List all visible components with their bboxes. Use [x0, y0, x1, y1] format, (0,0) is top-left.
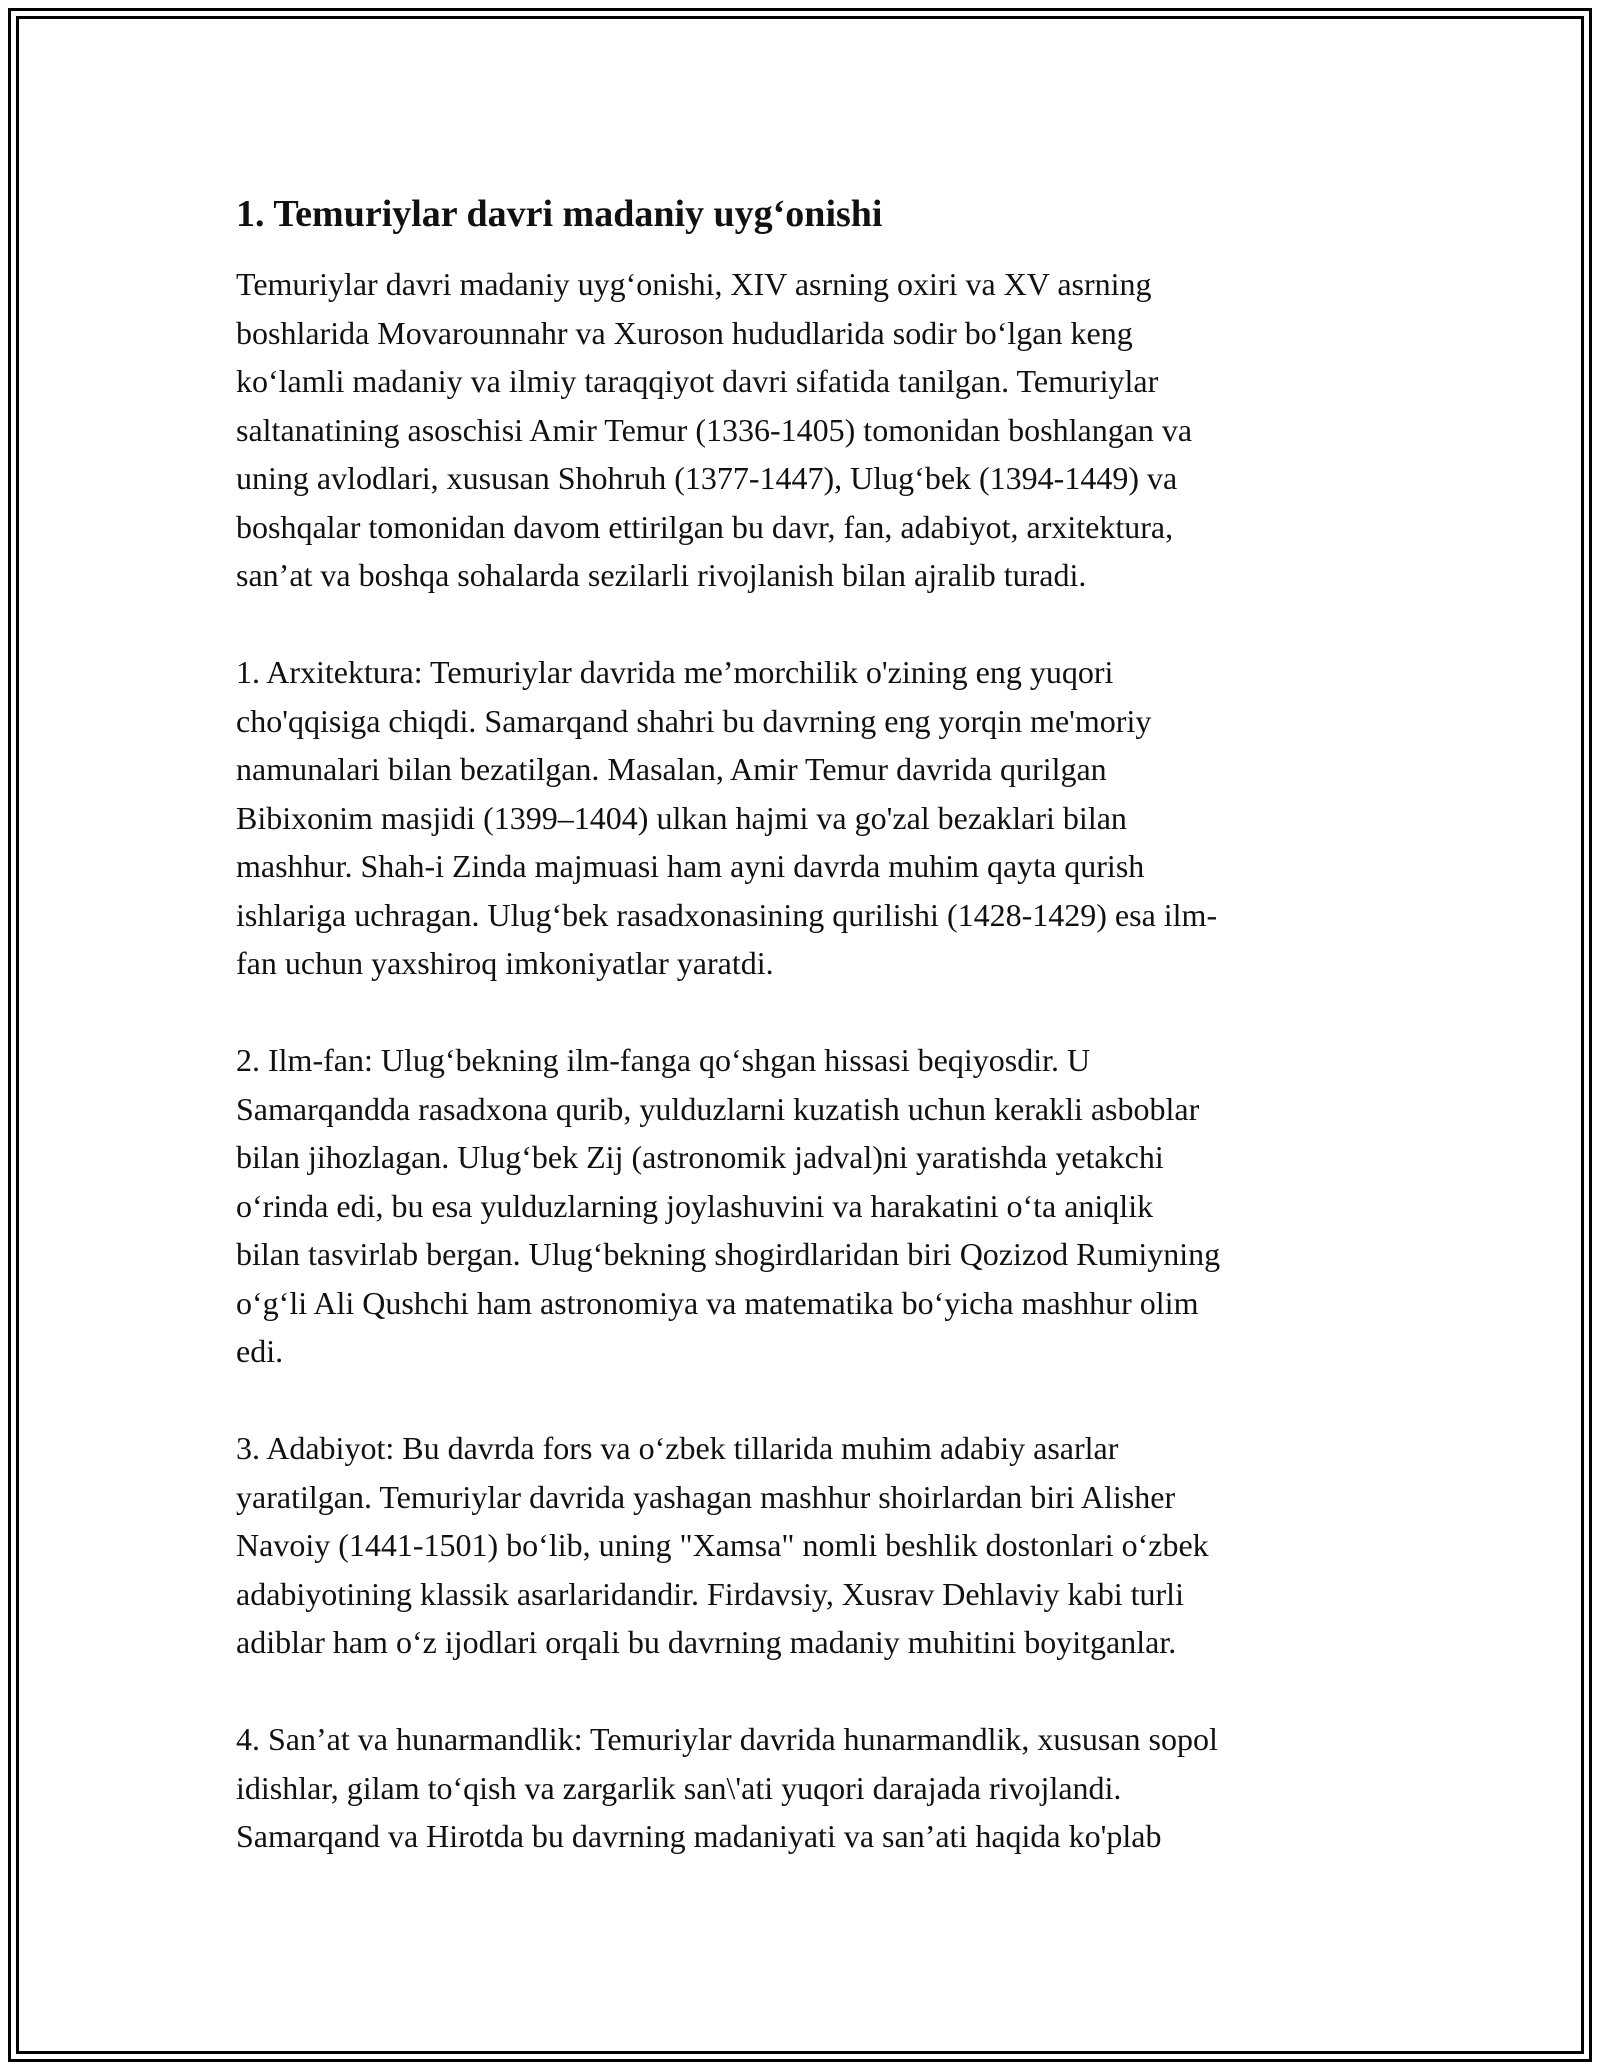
- text-line: bilan tasvirlab bergan. Ulug‘bekning shogirdlaridan biri Qozizod Rumiyning: [236, 1236, 1221, 1272]
- text-line: Samarqandda rasadxona qurib, yulduzlarni kuzatish uchun kerakli asboblar: [236, 1090, 1200, 1127]
- text-line: fan uchun yaxshiroq imkoniyatlar yaratdi.: [236, 945, 774, 981]
- text-line: adabiyotining klassik asarlaridandir. Firdavsiy, Xusrav Dehlaviy kabi turli: [236, 1575, 1184, 1612]
- text-line: cho'qqisiga chiqdi. Samarqand shahri bu davrning eng yorqin me'moriy: [236, 702, 1152, 739]
- text-line: ishlariga uchragan. Ulug‘bek rasadxonasining qurilishi (1428-1429) esa ilm-: [236, 896, 1218, 933]
- text-line: san’at va boshqa sohalarda sezilarli rivojlanish bilan ajralib turadi.: [236, 557, 1087, 593]
- text-line: adiblar ham o‘z ijodlari orqali bu davrning madaniy muhitini boyitganlar.: [236, 1624, 1177, 1660]
- document-body: [236, 190, 1366, 1861]
- text-line: namunalari bilan bezatilgan. Masalan, Amir Temur davrida qurilgan: [236, 751, 1107, 787]
- text-line: Bibixonim masjidi (1399–1404) ulkan hajmi va go'zal bezaklari bilan: [236, 799, 1127, 836]
- text-line: Temuriylar davri madaniy uyg‘onishi, XIV asrning oxiri va XV asrning: [236, 266, 1152, 302]
- paragraph-science: [236, 1036, 1366, 1376]
- text-line: idishlar, gilam to‘qish va zargarlik san\'ati yuqori darajada rivojlandi.: [236, 1769, 1122, 1806]
- text-line: boshlarida Movarounnahr va Xuroson hududlarida sodir bo‘lgan keng: [236, 314, 1133, 351]
- text-line: mashhur. Shah-i Zinda majmuasi ham ayni davrda muhim qayta qurish: [236, 848, 1145, 884]
- paragraph-intro: [236, 260, 1366, 600]
- text-line: o‘rinda edi, bu esa yulduzlarning joylashuvini va harakatini o‘ta aniqlik: [236, 1187, 1154, 1224]
- text-line: uning avlodlari, xususan Shohruh (1377-1447), Ulug‘bek (1394-1449) va: [236, 460, 1178, 496]
- text-line: yaratilgan. Temuriylar davrida yashagan mashhur shoirlardan biri Alisher: [236, 1478, 1176, 1515]
- text-line: 2. Ilm-fan: Ulug‘bekning ilm-fanga qo‘shgan hissasi beqiyosdir. U: [236, 1042, 1091, 1078]
- text-line: 4. San’at va hunarmandlik: Temuriylar davrida hunarmandlik, xususan sopol: [236, 1721, 1218, 1757]
- text-line: o‘g‘li Ali Qushchi ham astronomiya va matematika bo‘yicha mashhur olim: [236, 1284, 1199, 1321]
- text-line: saltanatining asoschisi Amir Temur (1336-1405) tomonidan boshlangan va: [236, 411, 1193, 448]
- paragraph-literature: [236, 1424, 1366, 1667]
- paragraph-architecture: [236, 648, 1366, 988]
- text-line: bilan jihozlagan. Ulug‘bek Zij (astronomik jadval)ni yaratishda yetakchi: [236, 1139, 1164, 1175]
- text-line: 3. Adabiyot: Bu davrda fors va o‘zbek tillarida muhim adabiy asarlar: [236, 1430, 1119, 1466]
- text-line: edi.: [236, 1333, 284, 1369]
- text-line: boshqalar tomonidan davom ettirilgan bu davr, fan, adabiyot, arxitektura,: [236, 508, 1174, 545]
- text-line: ko‘lamli madaniy va ilmiy taraqqiyot davri sifatida tanilgan. Temuriylar: [236, 363, 1159, 399]
- text-line: Navoiy (1441-1501) bo‘lib, uning "Xamsa" nomli beshlik dostonlari o‘zbek: [236, 1527, 1209, 1563]
- document-title: 1. Temuriylar davri madaniy uyg‘onishi: [236, 193, 883, 235]
- text-line: Samarqand va Hirotda bu davrning madaniyati va san’ati haqida ko'plab: [236, 1818, 1162, 1854]
- paragraph-art-crafts: [236, 1715, 1366, 1861]
- text-line: 1. Arxitektura: Temuriylar davrida me’morchilik o'zining eng yuqori: [236, 654, 1114, 690]
